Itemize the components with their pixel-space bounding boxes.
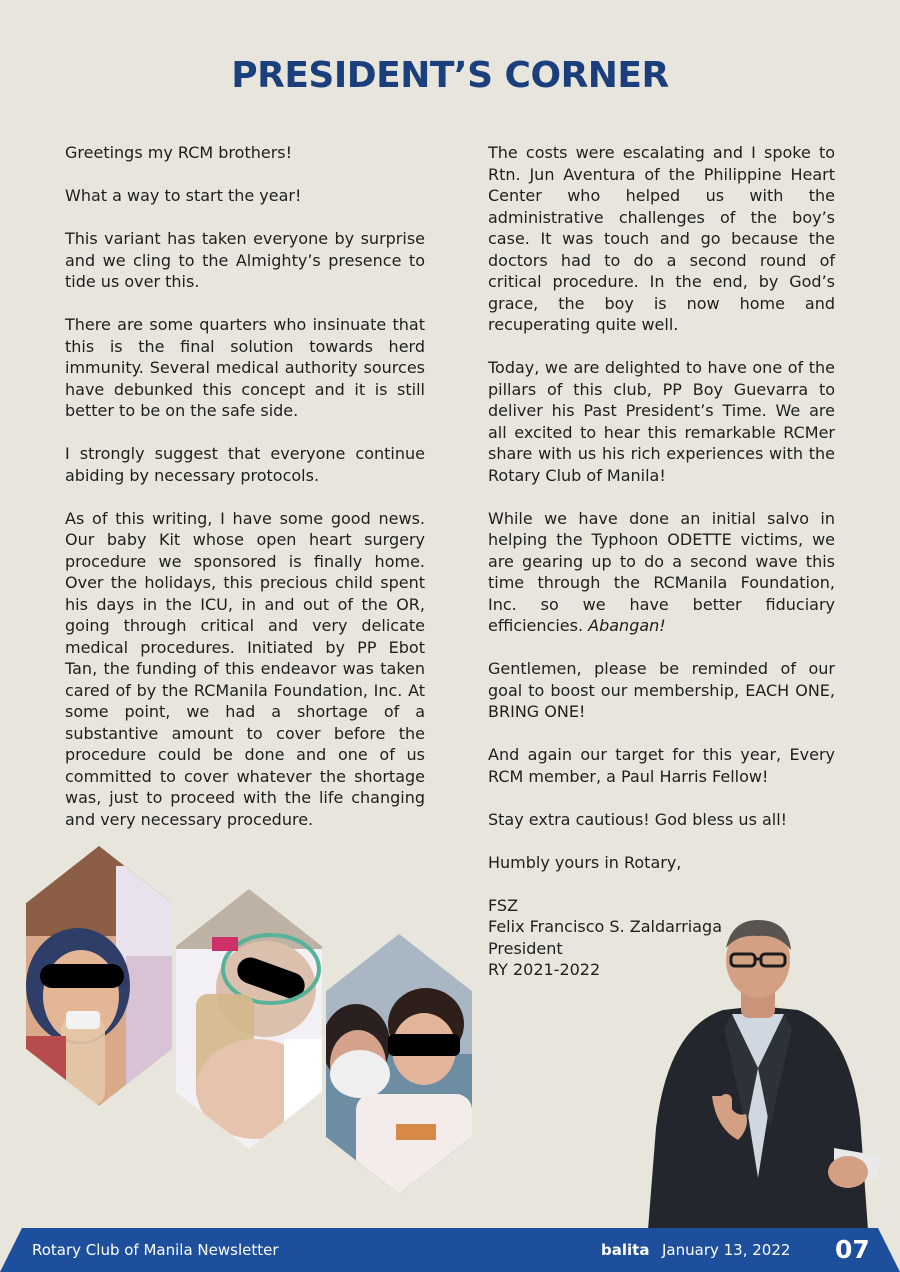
footer-bar <box>0 1228 900 1272</box>
paragraph-text: While we have done an initial salvo in helping the Typhoon ODETTE victims, we are gearing up to do a second wave this time through the RCManila Foundation, Inc. so we have better fiduciary efficiencies. <box>488 508 835 635</box>
page-title: PRESIDENT’S CORNER <box>231 55 669 96</box>
baby-photo-1 <box>26 846 172 1106</box>
signature-role: President <box>488 938 563 958</box>
paragraph: Today, we are delighted to have one of the pillars of this club, PP Boy Guevarra to deliver his Past President’s Time. We are all excited to hear this remarkable RCMer share with us his rich experiences with the Rotary Club of Manila! <box>488 358 835 485</box>
signature-initials: FSZ <box>488 895 519 915</box>
paragraph: Stay extra cautious! God bless us all! <box>488 809 788 829</box>
footer-date: January 13, 2022 <box>662 1241 791 1259</box>
paragraph: There are some quarters who insinuate that this is the final solution towards herd immunity. Several medical authority sources have debunked this concept and it is still better to be on the safe side. <box>65 315 425 420</box>
footer-brand: balita <box>601 1241 650 1259</box>
mother-child-photo <box>326 934 472 1194</box>
paragraph: Greetings my RCM brothers! <box>65 143 293 162</box>
closing: Humbly yours in Rotary, <box>488 852 682 872</box>
paragraph: As of this writing, I have some good news. Our baby Kit whose open heart surgery procedure we sponsored is finally home. Over the holidays, this precious child spent his days in the ICU, in and out of the OR, going through critical and very delicate medical procedures. Initiated by PP Ebot Tan, the funding of this endeavor was taken cared of by the RCManila Foundation, Inc. At some point, we had a shortage of a substantive amount to cover before the procedure could be done and one of us committed to cover whatever the shortage was, just to proceed with the life changing and very necessary procedure. <box>65 508 425 829</box>
paragraph: The costs were escalating and I spoke to Rtn. Jun Aventura of the Philippine Heart Center who helped us with the administrative challenges of the boy’s case. It was touch and go because the doctors had to do a second round of critical procedure. In the end, by God’s grace, the boy is now home and recuperating quite well. <box>488 143 835 334</box>
paragraph: And again our target for this year, Every RCM member, a Paul Harris Fellow! <box>488 745 835 786</box>
paragraph <box>488 508 835 637</box>
footer-newsletter: Rotary Club of Manila Newsletter <box>32 1241 279 1259</box>
left-column <box>65 142 425 852</box>
paragraph: What a way to start the year! <box>65 186 302 205</box>
paragraph: This variant has taken everyone by surprise and we cling to the Almighty’s presence to tide us over this. <box>65 229 425 291</box>
page-number: 07 <box>835 1235 870 1264</box>
paragraph: Gentlemen, please be reminded of our goal to boost our membership, EACH ONE, BRING ONE! <box>488 659 835 721</box>
emphasis-text: Abangan! <box>588 616 666 635</box>
signature-term: RY 2021-2022 <box>488 960 601 979</box>
right-column <box>488 142 835 1002</box>
baby-photo-2 <box>176 889 322 1149</box>
paragraph: I strongly suggest that everyone continue abiding by necessary protocols. <box>65 444 425 485</box>
president-portrait <box>628 918 890 1230</box>
signature-name: Felix Francisco S. Zaldarriaga <box>488 917 723 936</box>
